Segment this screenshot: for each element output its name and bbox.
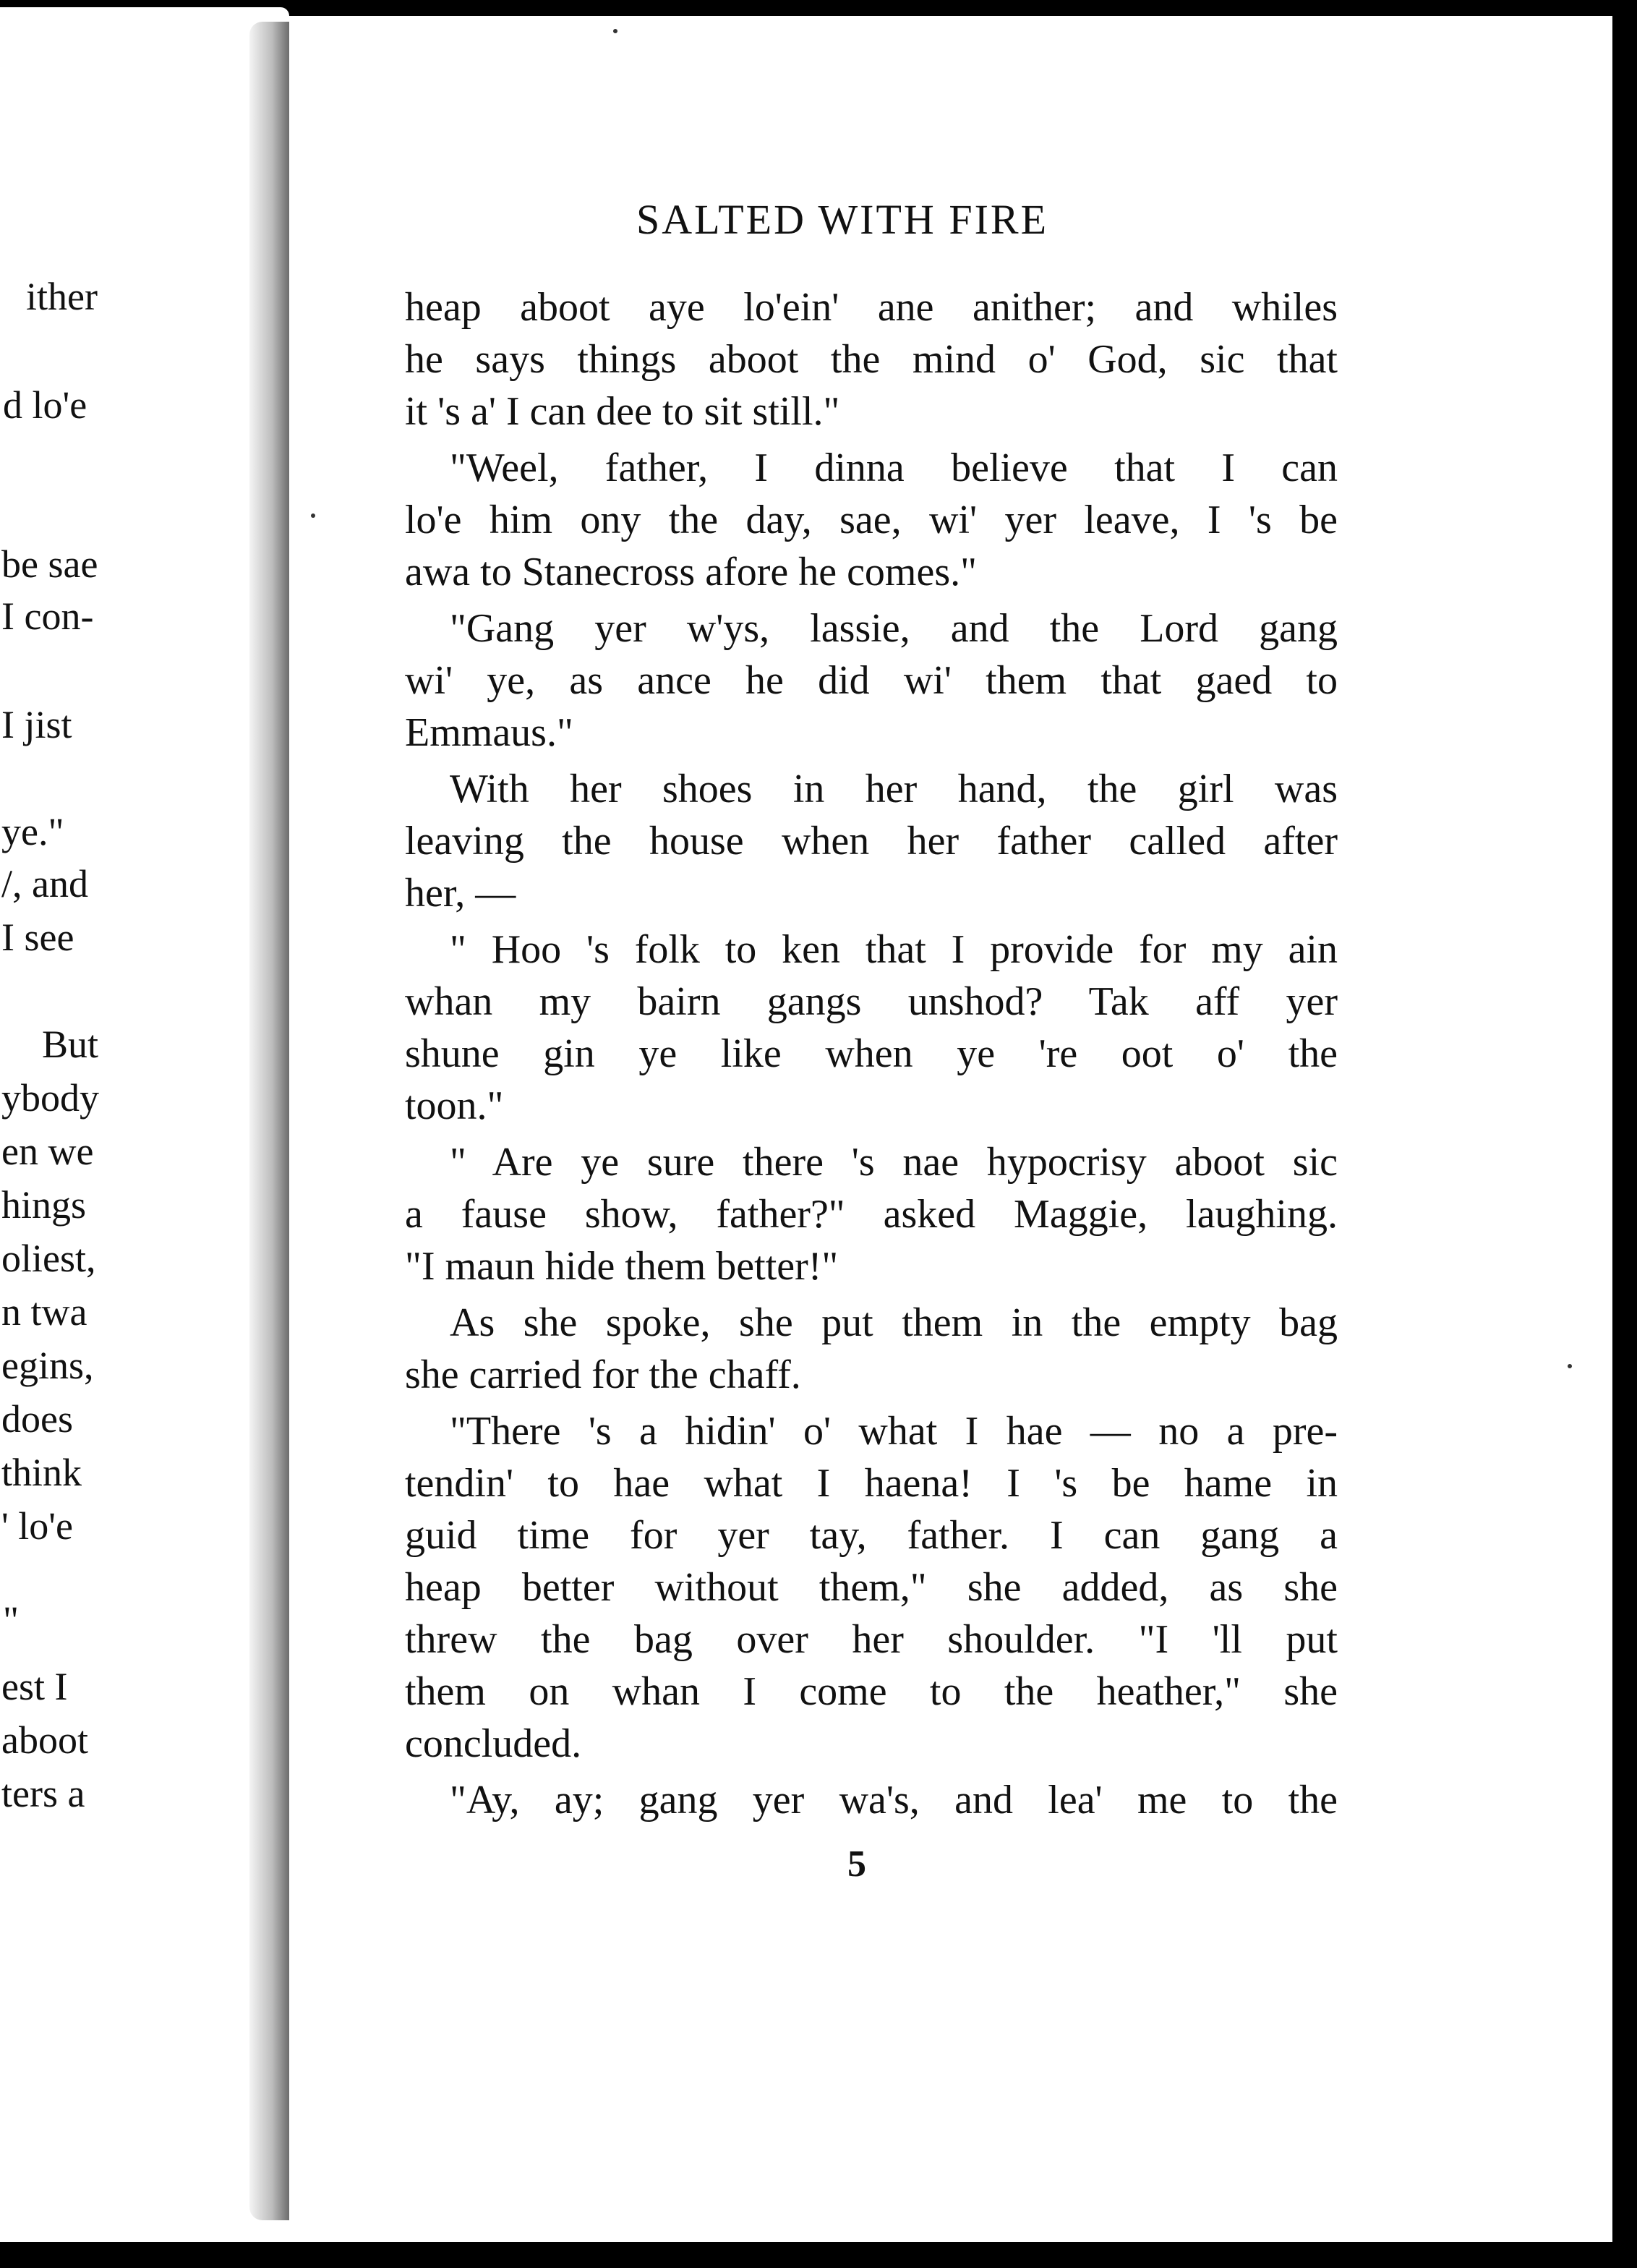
left-line: does <box>1 1397 73 1441</box>
left-line: But <box>42 1023 99 1066</box>
left-line: aboot <box>1 1718 88 1762</box>
text-line: he says things aboot the mind o' God, sic that <box>405 337 1338 382</box>
left-line: " <box>3 1598 20 1642</box>
text-line: "There 's a hidin' o' what I hae — no a pre- <box>450 1409 1338 1454</box>
text-line: With her shoes in her hand, the girl was <box>450 767 1338 811</box>
left-line: hings <box>1 1183 87 1227</box>
scan-speck <box>311 513 315 518</box>
text-line: whan my bairn gangs unshod? Tak aff yer <box>405 979 1338 1024</box>
left-line: I jist <box>1 703 72 746</box>
text-line: she carried for the chaff. <box>405 1352 801 1397</box>
text-line: Emmaus." <box>405 710 573 755</box>
text-line: heap better without them," she added, as she <box>405 1565 1338 1610</box>
text-line: threw the bag over her shoulder. "I 'll put <box>405 1617 1338 1662</box>
left-line: ybody <box>1 1076 99 1120</box>
left-line: oliest, <box>1 1237 96 1280</box>
text-line: awa to Stanecross afore he comes." <box>405 550 977 594</box>
text-line: "Gang yer w'ys, lassie, and the Lord gang <box>450 606 1338 651</box>
left-line: est I <box>1 1665 68 1708</box>
left-line: ters a <box>1 1772 85 1815</box>
text-line: shune gin ye like when ye 're oot o' the <box>405 1031 1338 1076</box>
text-line: toon." <box>405 1083 504 1128</box>
left-line: ' lo'e <box>1 1504 73 1548</box>
page-number: 5 <box>847 1843 866 1885</box>
running-head: SALTED WITH FIRE <box>636 196 1048 243</box>
left-line: d lo'e <box>3 383 87 427</box>
text-line: guid time for yer tay, father. I can gang a <box>405 1513 1338 1558</box>
left-page <box>0 7 289 2242</box>
left-line: I see <box>1 916 74 959</box>
text-line: them on whan I come to the heather," she <box>405 1669 1338 1714</box>
text-line: heap aboot aye lo'ein' ane anither; and whiles <box>405 285 1338 330</box>
left-line: n twa <box>1 1290 87 1334</box>
text-line: As she spoke, she put them in the empty bag <box>450 1300 1338 1345</box>
text-line: tendin' to hae what I haena! I 's be hame in <box>405 1461 1338 1506</box>
text-line: lo'e him ony the day, sae, wi' yer leave, I 's be <box>405 498 1338 542</box>
text-line: " Are ye sure there 's nae hypocrisy aboot sic <box>450 1140 1338 1185</box>
left-line: en we <box>1 1130 94 1173</box>
text-line: it 's a' I can dee to sit still." <box>405 389 840 434</box>
left-line: ither <box>26 275 98 318</box>
text-line: concluded. <box>405 1721 582 1766</box>
text-line: "Ay, ay; gang yer wa's, and lea' me to the <box>450 1778 1338 1822</box>
text-line: a fause show, father?" asked Maggie, laughing. <box>405 1192 1338 1237</box>
text-line: her, — <box>405 871 516 916</box>
text-line: "Weel, father, I dinna believe that I can <box>450 446 1338 490</box>
text-line: " Hoo 's folk to ken that I provide for my ain <box>450 927 1338 972</box>
left-line: /, and <box>1 862 88 905</box>
text-line: leaving the house when her father called after <box>405 819 1338 864</box>
left-line: be sae <box>1 542 98 586</box>
left-line: ye." <box>1 810 64 853</box>
left-line: think <box>1 1451 82 1494</box>
scan-speck <box>613 29 617 33</box>
left-line: egins, <box>1 1344 94 1387</box>
text-line: "I maun hide them better!" <box>405 1244 839 1289</box>
left-line: I con- <box>1 594 94 638</box>
text-line: wi' ye, as ance he did wi' them that gaed to <box>405 658 1338 703</box>
scan-speck <box>1568 1364 1572 1368</box>
